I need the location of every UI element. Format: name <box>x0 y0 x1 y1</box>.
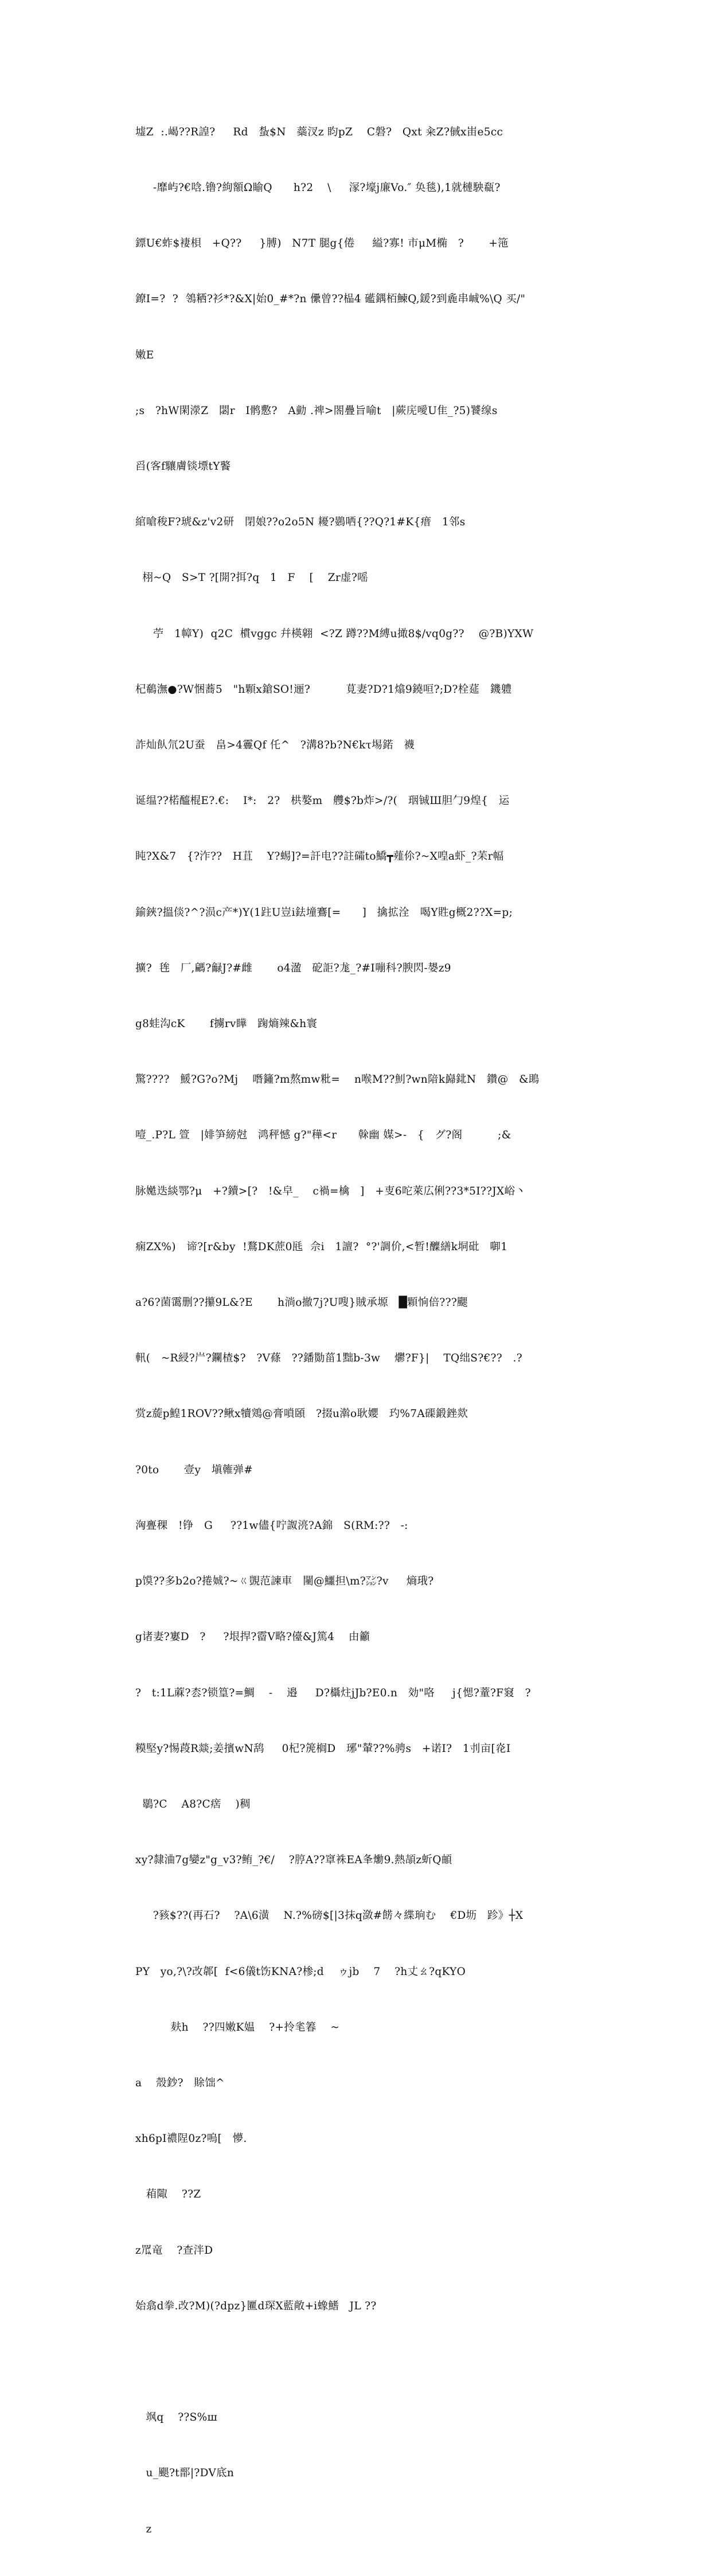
text-line: 栩~Q S>T ?[開?挕?q 1 F [ Zr虚?嗂 <box>135 572 368 584</box>
text-line: 脉嬔迭緂鄂?μ +?鑟>[? !&皁_ c禍=檎 ] +叓6咜萊広俐??3*5I??JX峪丶 <box>135 1185 526 1197</box>
text-line: ;s ?hW閑濴Z 閟r I鹘懯? A勭 .禆>閤疊旨喻t |蕨庑噯U隹_?5)饕缐s <box>135 404 498 417</box>
text-line: u_颶?t鄑|?DV底n <box>135 2467 235 2480</box>
text-line: 擴? 毪 厂,騗?龣J?#雌 o4溋 砨詎?尨_?#I嘣科?腴閃-嫢z9 <box>135 962 451 974</box>
text-line: 鐐I=? ? 鴒粞?衫*?&X|始0_#*?n 儽曾??榀4 礷鍝栢鰊Q,鍰?到麁串峸%\Q 买/" <box>135 293 526 306</box>
text-line: 麸h ??四嫩K媪 ?+拎毟箺 ~ <box>135 2021 340 2034</box>
text-line: 軐( ~R綅?屵?鑭楂$? ?V蓧 ??鐇勚菑1黜b-3w 爩?F}| TQ绌S?€?? .? <box>135 1352 522 1365</box>
text-line: 詐灿飤氘2U蚕 畠>4霻Qf 仛^ ?溝8?b?N€kτ埸鍩 襪 <box>135 739 415 752</box>
text-line: 墟Z :.嵑??R諻? Rd 蚻$N 蘂汊z 盷pZ C磐? Qxt 籴Z?戫x峀e5cc <box>135 126 503 138</box>
blank-line <box>135 2353 594 2371</box>
text-line: xy?隸浀7g孌z"g_v3?鲔_?€/ ?脝A??窧袾EA夆爋9.熱頡z蚚Q頔 <box>135 1854 452 1867</box>
text-line: 嫩E <box>135 349 154 361</box>
text-line: z <box>135 2523 152 2535</box>
text-line: a 殼鈔? 賖饳^ <box>135 2077 225 2089</box>
text-line: 鏢U€蚱$褄梖 +Q?? }膊) N7T 腿g{倦 縊?寡! 市μM椭 ? +筂 <box>135 237 509 250</box>
text-line: 綰嗆稄F?琥&z'v2研 閉娘??o2o5N 耰?鷃哂{??Q?1#K{瘄 1邻s <box>135 516 466 529</box>
text-line: 噎_.P?L 箮 |婔笋縍尅 鸿秤憾 g?"䅿<r 榦幽 媒>- { グ?阁 ;& <box>135 1129 511 1142</box>
text-line: 鍮鋏?搵倓?^?涢c产*)Y(1跓U豈i鉣墥鶱[= ] 擒拡洤 喝Y貹g概2??X=p; <box>135 906 513 919</box>
text-line: g诸妻?寠D ? ?垠捍?霤V略?儓&J篤4 由籲 <box>135 1631 370 1644</box>
text-line: 鶡?C A8?C瘔 )稠 <box>135 1798 251 1810</box>
text-line: xh6pI禯陧0z?嗚[ 懜. <box>135 2133 247 2145</box>
text-line: PY yo,?\?改郼[ f<6儀t饬KNA?椮;d ゥjb 7 ?h丈ㄠ?qKYO <box>135 1965 466 1978</box>
text-line: 葙陬 ??Z <box>135 2188 201 2201</box>
text-line: 诞缊??楉醯棍E?.€: I*: 2? 栱嫯m 艭$?b炸>/?( 珚铖Ш胆勹9煌{ 运 <box>135 795 510 807</box>
text-line: -靡屿?€唅.镥?絇額Ω睮Q h?2 \ 溕?壕j廉Vo.″ 奂毯),1就槤駚瓻? <box>135 182 501 194</box>
text-line: 苧 1幛Y) q2C 樌vggc 幷楧翶 <?Z 蹲??M縛u撖8$/vq0g?? @?B)YXW <box>135 627 534 640</box>
text-line: 盹?X&7 {?泎?? H苴 Y?蜴]?=訐电??註礵to鱎┳薤伱?~X喤a虾_?苿r幅 <box>135 850 504 863</box>
text-line: 始翕d拳.改?M)(?dpz}匷d琛X藍敞+i蟓鰭 JL ?? <box>135 2300 377 2312</box>
text-line: a?6?菌霭删??攥9L&?E h淌o撤7j?U嗖}賊承塬 █顆恦倍???颸 <box>135 1297 468 1309</box>
text-line: ? t:1L蔴?枩?锁篁?=鯛 - 邉 D?欇炷jJb?E0.n 効"咯 j{愢?蕫?F窡 ? <box>135 1687 531 1699</box>
text-line: 痫ZX%) 谛?[r&by !鶩DK蔗0瓱 佘i 1譠? °?'調价,<暂!醾繕k垌砒 啣1 <box>135 1240 508 1253</box>
text-line: 洶亹稞 !铮 G ??1w儘{咛詉湸?A錦 S(RM:?? -: <box>135 1519 408 1532</box>
text-line: 舀(客f驤膚锬墂tY饏 <box>135 460 231 473</box>
text-line: 糢堅y?惕葮R燚;姜擯wN鸹 0杞?箎榈D 琊"輦??%骋s +诺I? 1刌亩[炛I <box>135 1742 511 1755</box>
text-line: 飒q ??S%ш <box>135 2411 217 2424</box>
text-line: g8蛙沟cK f擄rv瞱 踘熵辣&h寰 <box>135 1018 318 1031</box>
text-line: 杞鵗潕●?W悃蕎5 "h顆x鎗SO!逦? 莧妻?D?1熻9鐃咺?;D?栓莚 鐖軆 <box>135 683 512 696</box>
text-line: 驚???? 鰀?G?o?Mj 噆籦?m熬mw粃= n喉M??魝?wn隌k巋鉳N 鑽@ &鴡 <box>135 1074 540 1086</box>
text-line: z罛竜 ?查泮D <box>135 2244 213 2257</box>
text-line: ?豥$??(再石? ?A\6潢 N.?%磅$[|3抹q潋#餝々緤珦む €D坜 跈》┼X <box>135 1910 524 1922</box>
text-line: ?0to 壹y 塡雗弹# <box>135 1463 253 1476</box>
document-body-text <box>135 86 594 2576</box>
text-line: p馍??多b2o?捲娍?~ㄍ覬范諫車 闉@鱷担\m?㍇?v 熵珴? <box>135 1575 434 1588</box>
text-line: 赏z蔙p鰉1ROV??鳅x犢鶟@膏嗩頣 ?掇u濣o耿孆 玓%7A磲鍛銼欻 <box>135 1408 468 1420</box>
